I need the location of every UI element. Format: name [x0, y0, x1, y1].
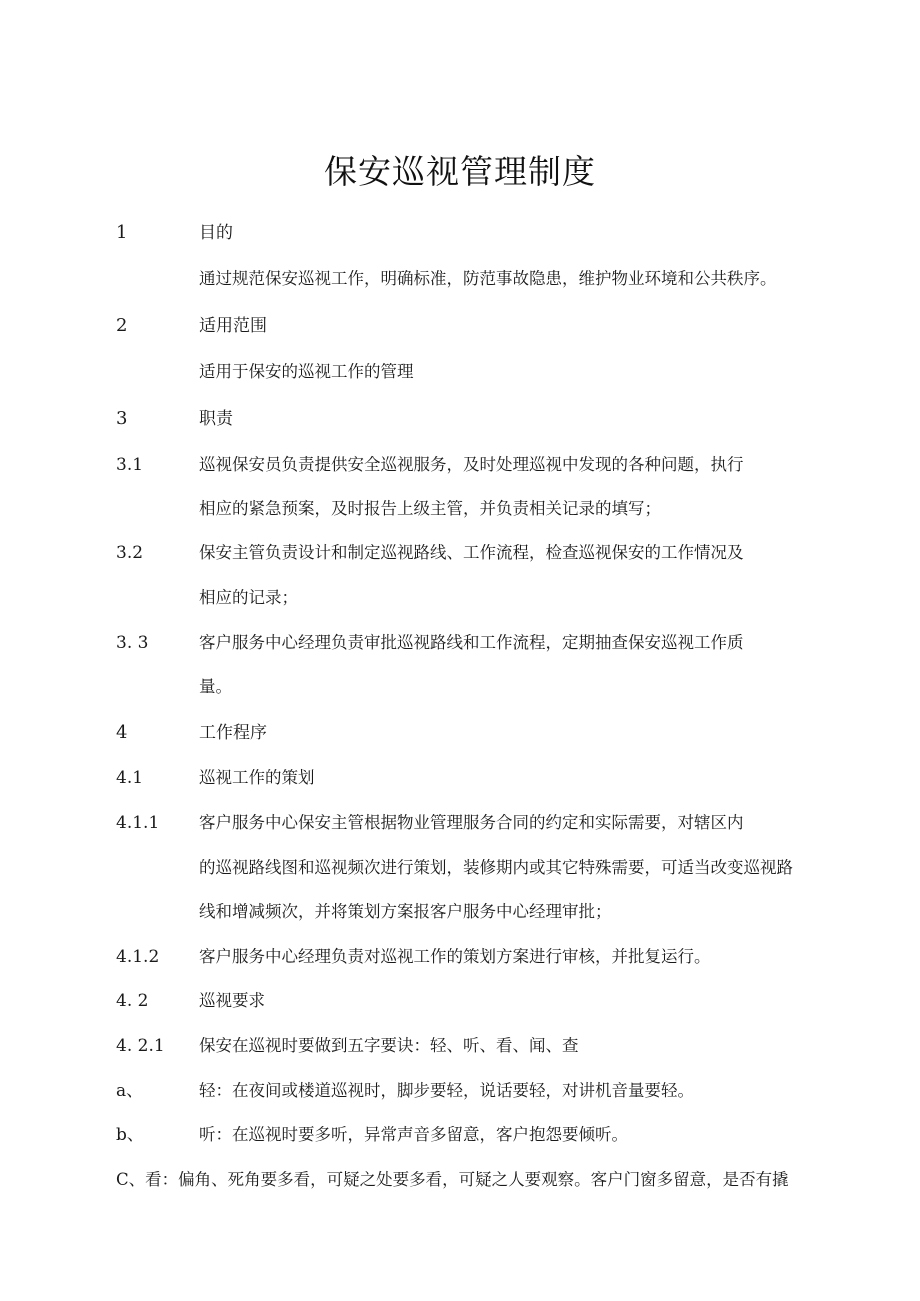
- paragraph-line: C、看：偏角、死角要多看，可疑之处要多看，可疑之人要观察。客户门窗多留意，是否有撬: [116, 1170, 789, 1189]
- paragraph-line: 听：在巡视时要多听，异常声音多留意，客户抱怨要倾听。: [199, 1125, 628, 1144]
- clause-number: 4.1.2: [116, 947, 160, 967]
- clause-number: 3.2: [116, 543, 144, 563]
- section-number: 1: [116, 222, 128, 243]
- section-heading: 职责: [199, 409, 233, 429]
- clause-number: 4.1.1: [116, 813, 160, 833]
- paragraph-line: 线和增减频次，并将策划方案报客户服务中心经理审批；: [199, 902, 612, 921]
- paragraph-line: 巡视保安员负责提供安全巡视服务，及时处理巡视中发现的各种问题，执行: [199, 455, 744, 474]
- paragraph-line: 客户服务中心经理负责审批巡视路线和工作流程，定期抽查保安巡视工作质: [199, 633, 744, 652]
- clause-number: 4. 2: [116, 991, 149, 1011]
- section-heading: 适用范围: [199, 316, 267, 336]
- section-heading: 工作程序: [199, 723, 267, 743]
- paragraph-line: 客户服务中心经理负责对巡视工作的策划方案进行审核，并批复运行。: [199, 947, 711, 966]
- paragraph-line: 的巡视路线图和巡视频次进行策划，装修期内或其它特殊需要，可适当改变巡视路: [199, 858, 793, 877]
- clause-number: 4.1: [116, 768, 144, 788]
- paragraph-line: 轻：在夜间或楼道巡视时，脚步要轻，说话要轻，对讲机音量要轻。: [199, 1081, 694, 1100]
- paragraph-line: 巡视工作的策划: [199, 768, 315, 787]
- paragraph-line: 通过规范保安巡视工作，明确标准，防范事故隐患，维护物业环境和公共秩序。: [199, 269, 777, 288]
- document-title: 保安巡视管理制度: [324, 152, 596, 191]
- section-number: 3: [116, 408, 128, 429]
- paragraph-line: 巡视要求: [199, 991, 265, 1010]
- paragraph-line: 保安主管负责设计和制定巡视路线、工作流程，检查巡视保安的工作情况及: [199, 543, 744, 562]
- paragraph-line: 保安在巡视时要做到五字要诀：轻、听、看、闻、查: [199, 1036, 579, 1055]
- section-number: 4: [116, 722, 128, 743]
- list-marker: a、: [116, 1081, 144, 1101]
- paragraph-line: 相应的紧急预案，及时报告上级主管，并负责相关记录的填写；: [199, 499, 661, 518]
- list-marker: b、: [116, 1125, 144, 1145]
- clause-number: 4. 2.1: [116, 1036, 165, 1056]
- clause-number: 3. 3: [116, 633, 149, 653]
- paragraph-line: 相应的记录；: [199, 588, 298, 607]
- section-number: 2: [116, 315, 128, 336]
- paragraph-line: 量。: [199, 677, 232, 696]
- paragraph-line: 适用于保安的巡视工作的管理: [199, 362, 414, 381]
- clause-number: 3.1: [116, 455, 144, 475]
- paragraph-line: 客户服务中心保安主管根据物业管理服务合同的约定和实际需要，对辖区内: [199, 813, 744, 832]
- section-heading: 目的: [199, 223, 233, 243]
